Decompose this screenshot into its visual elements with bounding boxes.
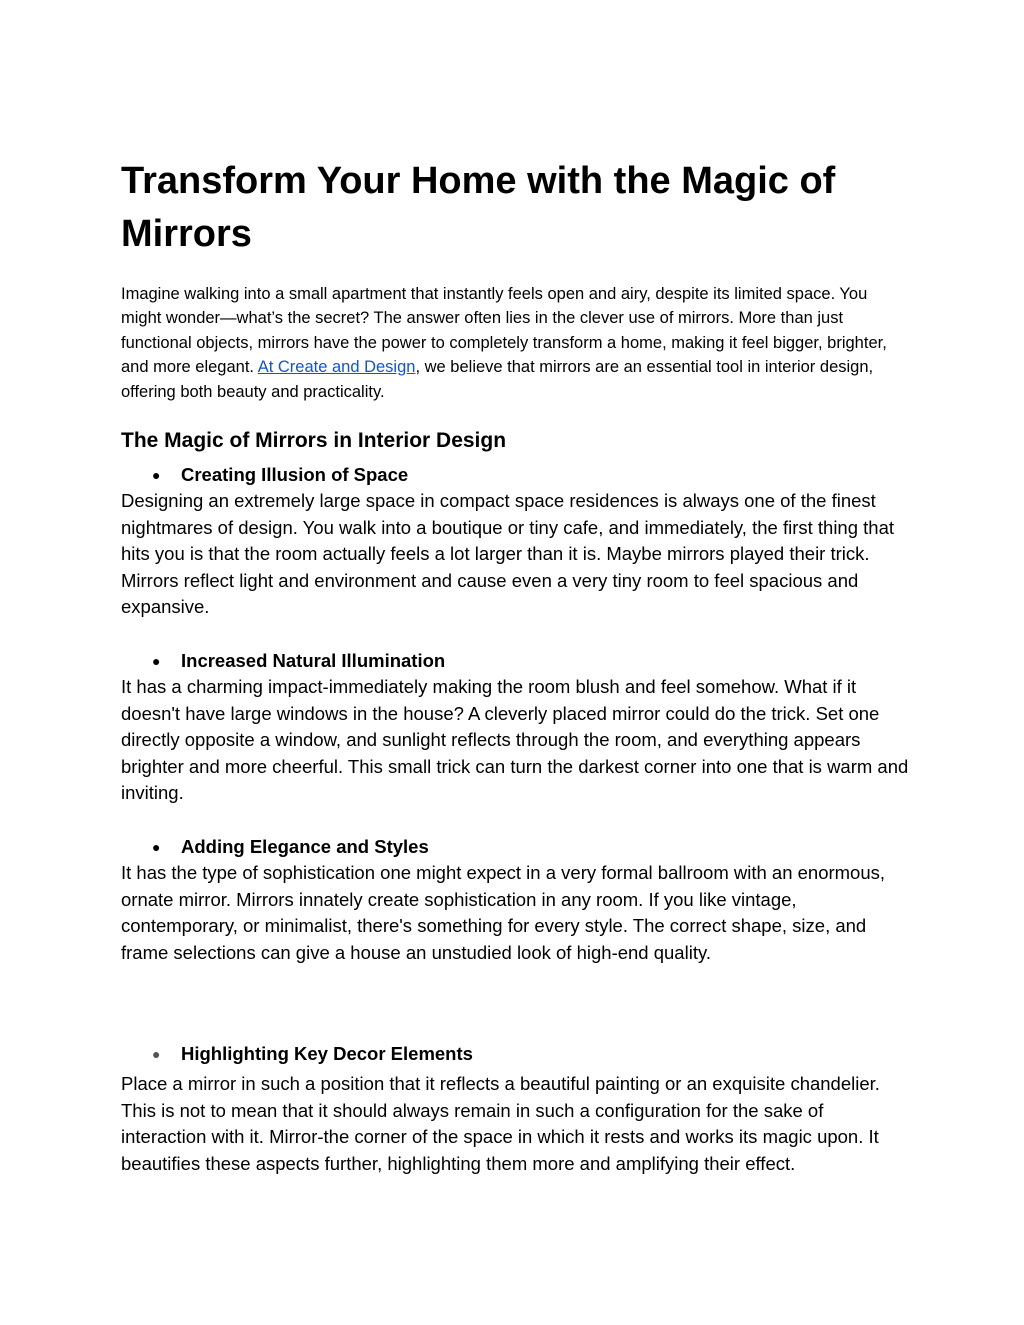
bullet-heading: Highlighting Key Decor Elements [181,1043,473,1064]
bullet-dot-icon: ● [152,467,161,483]
intro-text-after-link: , we believe that mirrors are an essential tool in interior design, offering both beauty and practicality. [121,358,874,401]
bullet-item-illusion-of-space [121,462,911,488]
bullet-dot-icon: ● [152,1046,161,1062]
bullet-dot-icon: ● [152,653,161,669]
section-paragraph-illusion-of-space: Designing an extremely large space in compact space residences is always one of the finest nightmares of design. You walk into a boutique or tiny cafe, and immediately, the first thing that hits you is that the room actually feels a lot larger than it is. Maybe mirrors played their trick. Mirrors reflect light and environment and cause even a very tiny room to feel spacious and expansive. [121,490,894,617]
section-heading: The Magic of Mirrors in Interior Design [121,429,507,452]
intro-paragraph [121,282,911,404]
bullet-heading: Adding Elegance and Styles [181,836,429,857]
bullet-heading: Increased Natural Illumination [181,650,446,671]
create-and-design-link[interactable]: At Create and Design [257,358,416,377]
bullet-item-elegance-and-styles [121,834,911,860]
bullet-item-key-decor-elements [121,1041,911,1067]
page-title: Transform Your Home with the Magic of Mirrors [121,160,836,255]
bullet-dot-icon: ● [152,839,161,855]
bullet-heading: Creating Illusion of Space [181,464,409,485]
intro-text-before-link: Imagine walking into a small apartment that instantly feels open and airy, despite its limited space. You might wonder—what’s the secret? The answer often lies in the clever use of mirrors. More than just functional objects, mirrors have the power to completely transform a home, making it feel bigger, brighter, and more elegant. [121,285,887,377]
section-paragraph-elegance-and-styles: It has the type of sophistication one might expect in a very formal ballroom with an enormous, ornate mirror. Mirrors innately create sophistication in any room. If you like vintage, contemporary, or minimalist, there's something for every style. The correct shape, size, and frame selections can give a house an unstudied look of high-end quality. [121,862,886,963]
section-paragraph-natural-illumination: It has a charming impact-immediately making the room blush and feel somehow. What if it doesn't have large windows in the house? A cleverly placed mirror could do the trick. Set one directly opposite a window, and sunlight reflects through the room, and everything appears brighter and more cheerful. This small trick can turn the darkest corner into one that is warm and inviting. [121,676,909,803]
section-paragraph-key-decor-elements: Place a mirror in such a position that it reflects a beautiful painting or an exquisite chandelier. This is not to mean that it should always remain in such a configuration for the sake of interaction with it. Mirror-the corner of the space in which it rests and works its magic upon. It beautifies these aspects further, highlighting them more and amplifying their effect. [121,1073,880,1174]
bullet-item-natural-illumination [121,648,911,674]
